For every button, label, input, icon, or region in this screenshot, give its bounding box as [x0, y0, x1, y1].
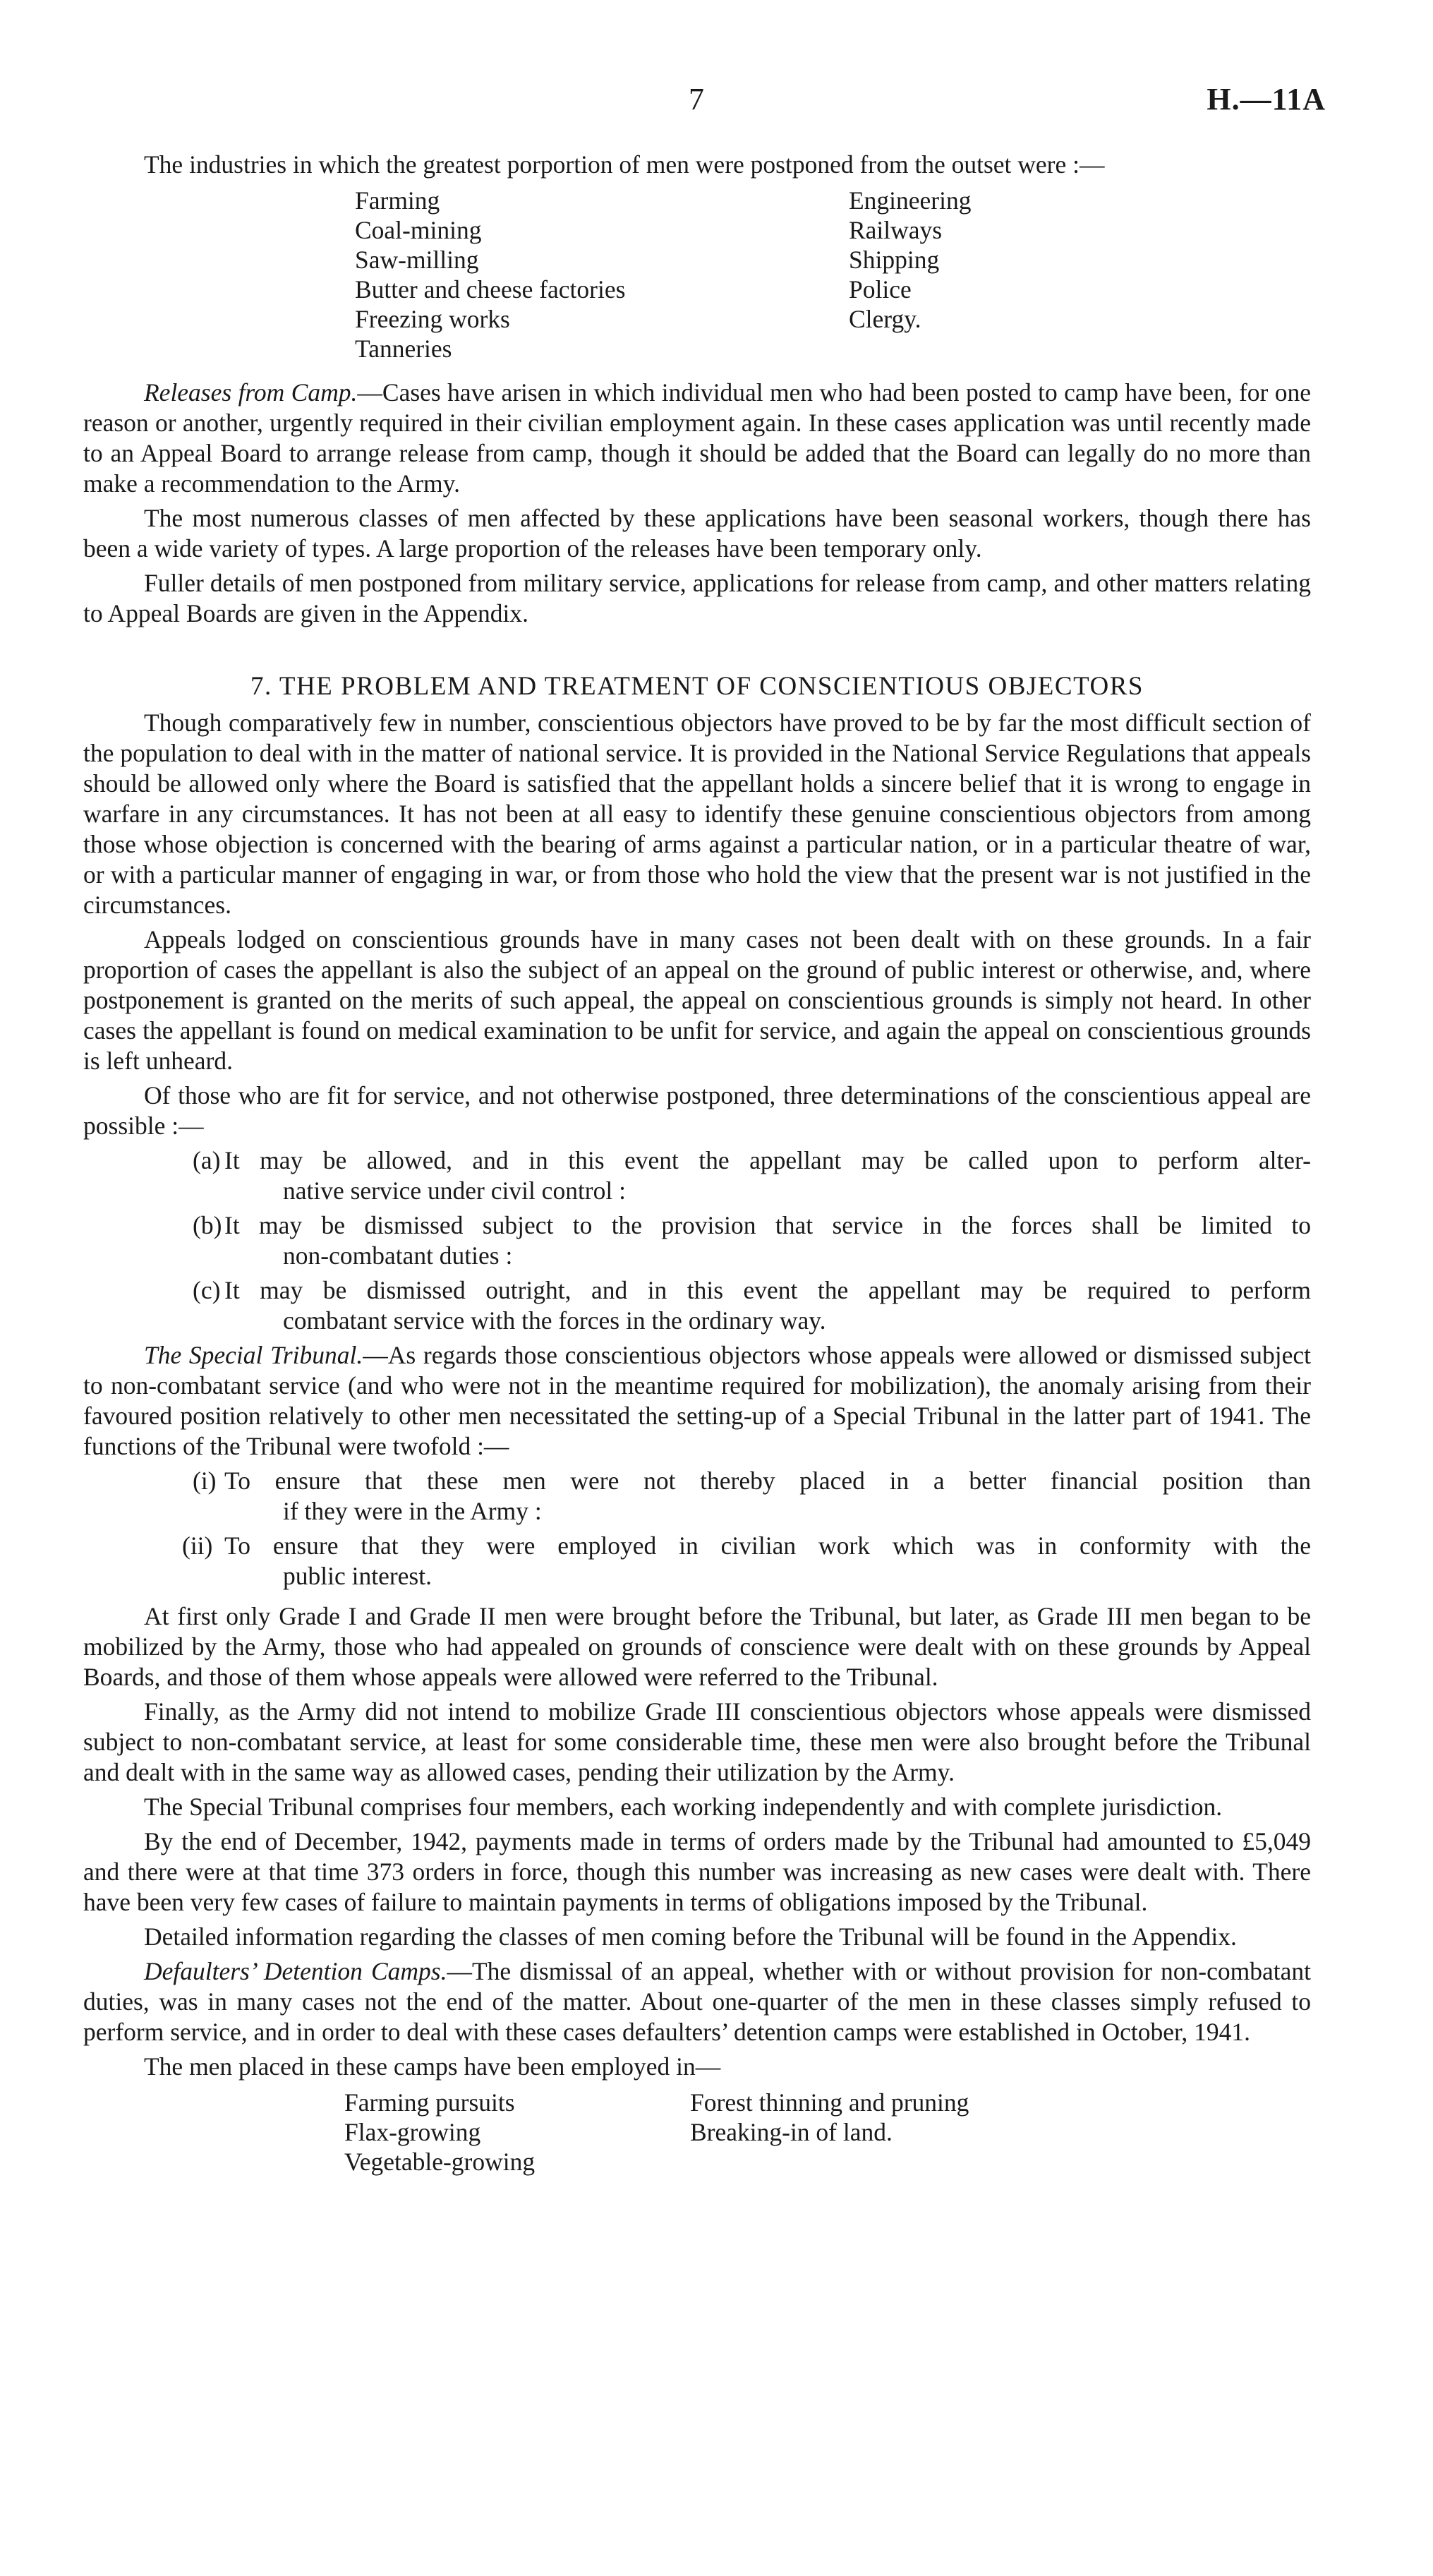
function-line: public interest. — [283, 1562, 432, 1590]
fuller-details-paragraph: Fuller details of men postponed from military service, applications for release from camp, and other matters relating to Appeal Boards are given in the Appendix. — [83, 569, 1311, 627]
seasonal-paragraph: The most numerous classes of men affected by these applications have been seasonal workers, though there has been a wide variety of types. A large proportion of the releases have been temporary only. — [83, 504, 1311, 562]
determination-label: (c) — [193, 1276, 221, 1304]
function-line: To ensure that these men were not thereby placed in a better financial position than — [224, 1467, 1311, 1495]
tribunal-paragraph — [83, 1340, 1311, 1462]
tribunal-text: —As regards those conscientious objectors whose appeals were allowed or dismissed subject to non-combatant service (and who were not in the meantime required for mobilization), the anomaly arising from their favoured position relatively to other men necessitated the setting-up of a Special Tribunal in the latter part of 1941. The functions of the Tribunal were twofold :— — [83, 1341, 1311, 1460]
co-paragraph-3: Of those who are fit for service, and not otherwise postponed, three determinations of the conscientious appeal are possible :— — [83, 1081, 1311, 1140]
section-spacer — [83, 633, 1311, 670]
industry-item: Engineering — [849, 186, 972, 215]
industry-item: Butter and cheese factories — [355, 275, 626, 303]
determination-line: It may be dismissed outright, and in this event the appellant may be required to perform — [224, 1276, 1311, 1304]
determination-line: non-combatant duties : — [283, 1241, 513, 1270]
determination-line: combatant service with the forces in the ordinary way. — [283, 1306, 826, 1335]
camp-activity: Flax-growing — [344, 2118, 481, 2146]
determination-label: (b) — [193, 1211, 222, 1239]
defaulters-heading: Defaulters’ Detention Camps. — [144, 1957, 447, 1985]
grade-paragraph: At first only Grade I and Grade II men were brought before the Tribunal, but later, as Grade III men began to be mobilized by the Army, those who had appealed on grounds of conscience were dealt with on these grounds by Appeal Boards, and those of them whose appeals were allowed were referred to the Tribunal. — [83, 1602, 1311, 1691]
industry-item: Police — [849, 275, 912, 303]
industry-item: Freezing works — [355, 305, 510, 333]
function-line: if they were in the Army : — [283, 1497, 542, 1525]
industries-intro: The industries in which the greatest porportion of men were postponed from the outset were :— — [144, 150, 1105, 179]
releases-heading: Releases from Camp. — [144, 378, 358, 407]
tribunal-heading: The Special Tribunal. — [144, 1341, 363, 1369]
function-line: To ensure that they were employed in civilian work which was in conformity with the — [224, 1531, 1311, 1560]
determination-a — [83, 1145, 1311, 1206]
industry-item: Shipping — [849, 246, 940, 274]
releases-text: —Cases have arisen in which individual men who had been posted to camp have been, for one reason or another, urgently required in their civilian employment again. In these cases application was until recently made to an Appeal Board to arrange release from camp, though it should be added that the Board can legally do no more than make a recommendation to the Army. — [83, 378, 1311, 498]
determination-label: (a) — [193, 1146, 221, 1174]
determination-line: It may be allowed, and in this event the appellant may be called upon to perform alter- — [224, 1146, 1311, 1174]
camps-right-column — [690, 2088, 969, 2177]
camp-activity: Breaking-in of land. — [690, 2118, 893, 2146]
function-ii — [83, 1531, 1311, 1591]
releases-paragraph — [83, 378, 1311, 499]
function-label: (ii) — [182, 1531, 213, 1560]
co-paragraph-2: Appeals lodged on conscientious grounds have in many cases not been dealt with on these grounds. In a fair proportion of cases the appellant is also the subject of an appeal on the ground of public interest or otherwise, and, where postponement is granted on the merits of such appeal, the appeal on conscientious grounds is simply not heard. In other cases the appellant is found on medical examination to be unfit for service, and again the appeal on conscientious grounds is left unheard. — [83, 925, 1311, 1075]
camp-activity: Vegetable-growing — [344, 2148, 536, 2176]
section-heading: 7. THE PROBLEM AND TREATMENT OF CONSCIENTIOUS OBJECTORS — [250, 672, 1144, 701]
defaulters-text: —The dismissal of an appeal, whether with or without provision for non-combatant duties, was in many cases not the end of the matter. About one-quarter of the men in these classes simply refused to perform service, and in order to deal with these cases defaulters’ detention camps were established in October, 1941. — [83, 1957, 1311, 2046]
camps-list — [83, 2088, 1311, 2177]
industry-item: Clergy. — [849, 305, 921, 333]
industry-item: Coal-mining — [355, 216, 482, 244]
december-paragraph: By the end of December, 1942, payments made in terms of orders made by the Tribunal had amounted to £5,049 and there were at that time 373 orders in force, though this number was increasing as new cases were dealt with. There have been very few cases of failure to maintain payments in terms of obligations imposed by the Tribunal. — [83, 1827, 1311, 1916]
industry-item: Railways — [849, 216, 943, 244]
industry-item: Saw-milling — [355, 246, 479, 274]
industry-item: Tanneries — [355, 335, 452, 363]
page-header — [0, 81, 1433, 124]
function-i — [83, 1466, 1311, 1527]
finally-paragraph: Finally, as the Army did not intend to mobilize Grade III conscientious objectors whose appeals were dismissed subject to non-combatant service, at least for some considerable time, these men were also brought before the Tribunal and dealt with in the same way as allowed cases, pending their utilization by the Army. — [83, 1697, 1311, 1786]
camp-activity: Farming pursuits — [344, 2088, 515, 2117]
camp-activity: Forest thinning and pruning — [690, 2088, 969, 2117]
camps-intro: The men placed in these camps have been employed in— — [144, 2052, 721, 2081]
determination-b — [83, 1210, 1311, 1271]
industry-item: Farming — [355, 186, 440, 215]
industries-right-column — [849, 186, 972, 363]
industries-left-column — [355, 186, 849, 363]
determination-line: It may be dismissed subject to the provision that service in the forces shall be limited to — [224, 1211, 1311, 1239]
document-reference: H.—11A — [1207, 82, 1326, 116]
co-paragraph-1: Though comparatively few in number, conscientious objectors have proved to be by far the most difficult section of the population to deal with in the matter of national service. It is provided in the National Service Regulations that appeals should be allowed only where the Board is satisfied that the appellant holds a sincere belief that it is wrong to engage in warfare in any circumstances. It has not been at all easy to identify these genuine conscientious objectors from among those whose objection is concerned with the bearing of arms against a particular nation, or in a particular theatre of war, or with a particular manner of engaging in war, or from those who hold the view that the present war is not justified in the circumstances. — [83, 709, 1311, 919]
comprises-paragraph: The Special Tribunal comprises four members, each working independently and with complete jurisdiction. — [144, 1793, 1223, 1821]
defaulters-paragraph — [83, 1956, 1311, 2047]
page-body — [83, 150, 1311, 2184]
determination-c — [83, 1275, 1311, 1336]
function-label: (i) — [193, 1467, 217, 1495]
detailed-paragraph: Detailed information regarding the classes of men coming before the Tribunal will be found in the Appendix. — [144, 1922, 1237, 1951]
industries-list — [83, 186, 1311, 363]
determination-line: native service under civil control : — [283, 1176, 626, 1205]
camps-left-column — [344, 2088, 690, 2177]
page-number: 7 — [689, 82, 704, 116]
